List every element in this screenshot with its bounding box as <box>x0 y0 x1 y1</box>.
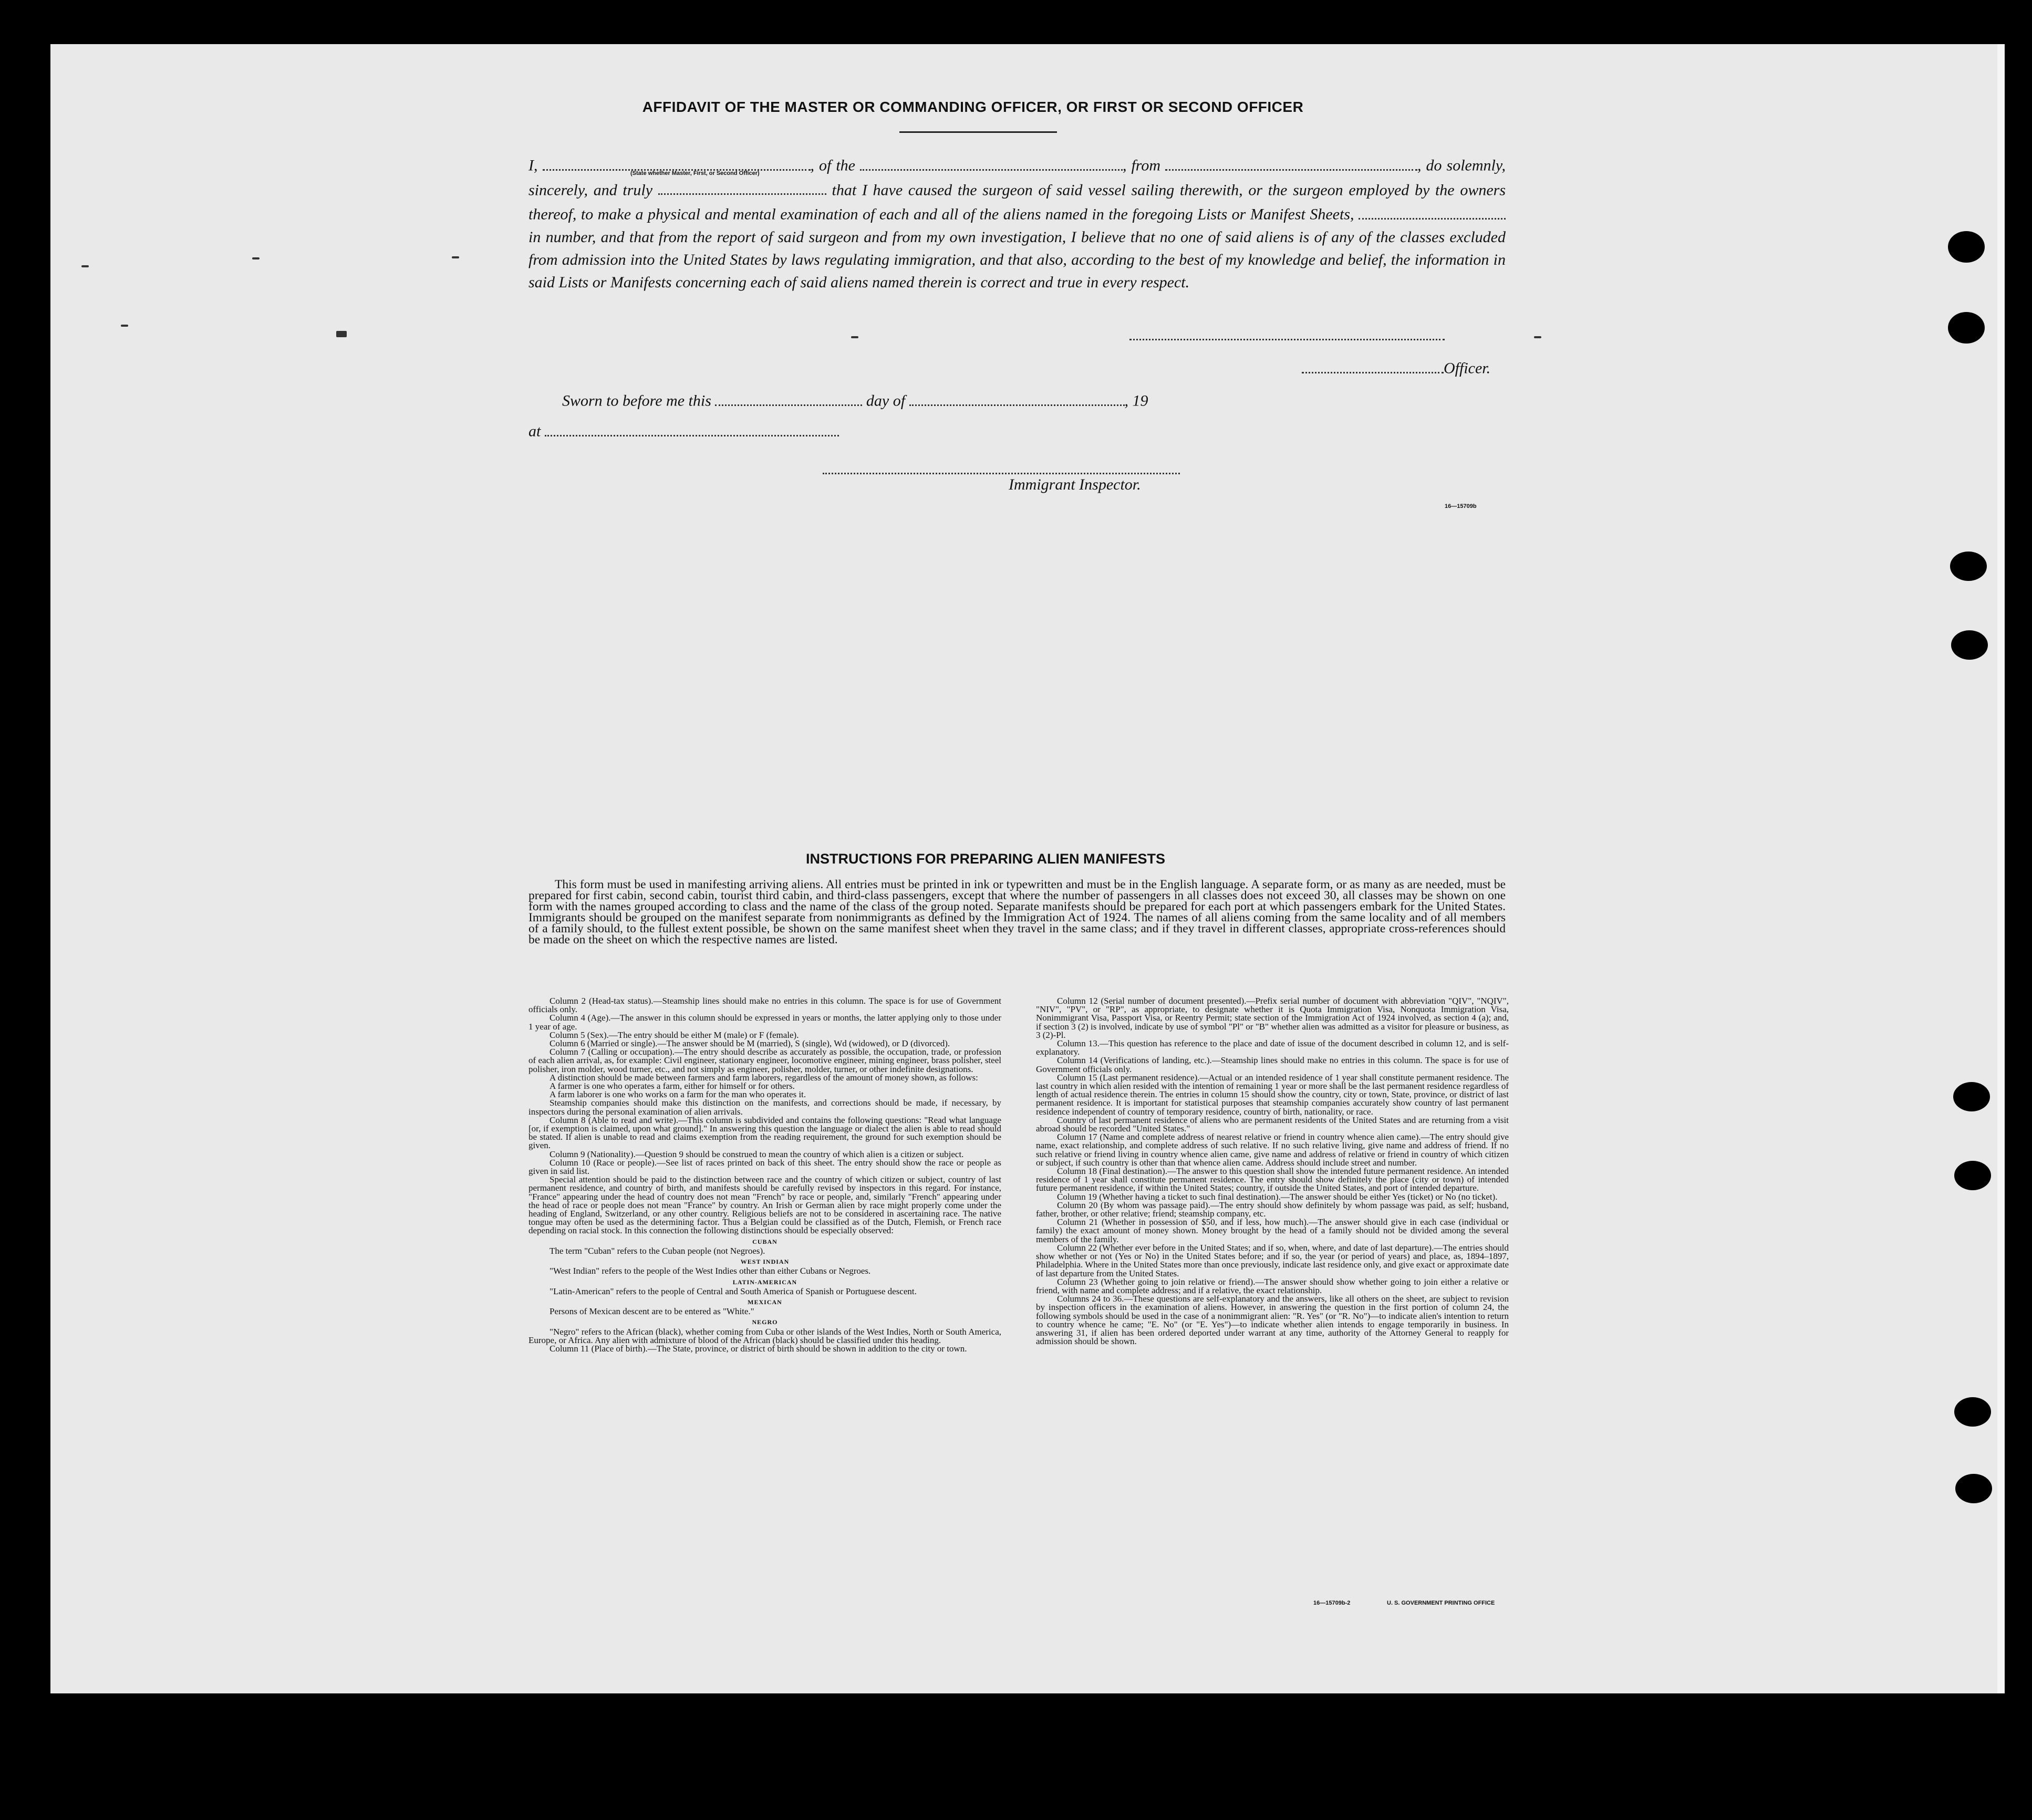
text-column-11: Column 11 (Place of birth).—The State, province, or district of birth should be shown in addition to the city or town. <box>550 1343 967 1354</box>
affidavit-title: AFFIDAVIT OF THE MASTER OR COMMANDING OFFICER, OR FIRST OR SECOND OFFICER <box>642 99 1304 115</box>
instruction-paragraph: Column 6 (Married or single).—The answer should be M (married), S (single), Wd (widowed), or D (divorced). <box>550 1038 950 1049</box>
at-row <box>528 418 839 441</box>
instruction-paragraph: Column 4 (Age).—The answer in this column should be expressed in years or months, the latter applying only to those under 1 year of age. <box>528 1013 1001 1032</box>
inspector-signature-line[interactable] <box>823 473 1180 474</box>
heading-mexican: MEXICAN <box>748 1298 782 1306</box>
alien-count-field[interactable] <box>1359 201 1506 220</box>
instruction-paragraph: A farm laborer is one who works on a farm for the man who operates it. <box>550 1089 806 1100</box>
punch-hole-6 <box>1954 1161 1991 1190</box>
officer-signature-row <box>1302 355 1490 378</box>
instruction-paragraph: Column 19 (Whether having a ticket to such final destination).—The answer should be either Yes (ticket) or No (no ticket). <box>1057 1191 1498 1202</box>
instructions-intro <box>528 879 1506 945</box>
instruction-paragraph: Column 9 (Nationality).—Question 9 should be construed to mean the country of which alien is a citizen or subject. <box>550 1149 964 1159</box>
heading-cuban: CUBAN <box>752 1237 777 1245</box>
heading-west-indian: WEST INDIAN <box>740 1258 790 1266</box>
statement-body-2: that I have caused the surgeon of said vessel sailing therewith, or the surgeon employed by the owners thereof, to make a physical and mental examination of each and all of the aliens named in the foregoing Lists or Manifest Sheets, <box>528 181 1506 223</box>
instructions-left-column <box>528 997 1001 1353</box>
punch-hole-2 <box>1948 312 1985 344</box>
instruction-paragraph: A farmer is one who operates a farm, either for himself or for others. <box>550 1081 795 1091</box>
officer-signature-line[interactable] <box>1129 339 1445 340</box>
bleed-mark <box>121 325 128 327</box>
instruction-paragraph: Column 7 (Calling or occupation).—The entry should describe as accurately as possible, the occupation, trade, or profession of each alien arrival, as, for example: Civil engineer, stationary engineer, locomotive engineer, mining engineer, brass polisher, steel polisher, iron molder, wood turner, etc., and not simply as engineer, polisher, molder, turner, or other indefinite designations. <box>528 1047 1001 1074</box>
instruction-paragraph: Column 15 (Last permanent residence).—Actual or an intended residence of 1 year shall constitute permanent residence. The last country in which alien resided with the intention of remaining 1 year or more shall be the last permanent residence regardless of length of actual residence therein. The entries in column 15 should show the country, city or town, State, province, or district of last permanent residence. It is important for statistical purposes that steamship companies accurately show country of last permanent residence independent of country of temporary residence, country of birth, nationality, or race. <box>1036 1072 1509 1117</box>
punch-hole-5 <box>1953 1082 1990 1111</box>
i-label: I, <box>528 157 538 174</box>
rank-note: (State whether Master, First, or Second Officer) <box>630 170 760 176</box>
do-label: , do <box>1417 157 1442 174</box>
instruction-paragraph: Column 14 (Verifications of landing, etc.).—Steamship lines should make no entries in this column. The space is for use of Government officials only. <box>1036 1055 1509 1074</box>
text-mexican: Persons of Mexican descent are to be entered as "White." <box>550 1306 754 1317</box>
vessel-name-field[interactable] <box>860 152 1123 171</box>
instruction-paragraph: Column 22 (Whether ever before in the United States; and if so, when, where, and date of last departure).—The entries should show whether or not (Yes or No) in the United States before; and if so, the year (or period of years) and place, as, 1894–1897, Philadelphia. Where in the United States more than once previously, indicate last residence only, and give exact or approximate date of last departure from the United States. <box>1036 1242 1509 1278</box>
instruction-paragraph: Column 17 (Name and complete address of nearest relative or friend in country whence alien came).—The entry should give name, exact relationship, and complete address of such relative. If no such relative living, give name and address of friend. If no such relative or friend living in country whence alien came, give name and address of relative or friend in country of which citizen or subject, if such country is other than that whence alien came. Address should include street and number. <box>1036 1132 1509 1168</box>
instruction-paragraph: Column 13.—This question has reference to the place and date of issue of the document described in column 12, and is self-explanatory. <box>1036 1038 1509 1057</box>
punch-hole-8 <box>1955 1474 1992 1503</box>
statement-body-1: solemnly, sincerely, and truly <box>528 157 1506 199</box>
day-of-label: day of <box>866 392 906 410</box>
statement-body-3: in number, and that from the report of said surgeon and from my own investigation, I believe that no one of said aliens is of any of the classes excluded from admission into the United States by laws regulating immigration, and that also, according to the best of my knowledge and belief, the information in said Lists or Manifests concerning each of said aliens named therein is correct and true in every respect. <box>528 228 1506 291</box>
instruction-paragraph: Column 23 (Whether going to join relative or friend).—The answer should show whether going to join either a relative or friend, with name and complete address; and if a relative, the exact relationship. <box>1036 1276 1509 1295</box>
port-from-field[interactable] <box>1165 152 1417 171</box>
instruction-paragraph: Steamship companies should make this distinction on the manifests, and corrections should be made, if necessary, by inspectors during the personal examination of alien arrivals. <box>528 1098 1001 1117</box>
text-negro: "Negro" refers to the African (black), whether coming from Cuba or other islands of the West Indies, North or South America, Europe, or Africa. Any alien with admixture of blood of the African (black) should be classified under this heading. <box>528 1326 1001 1345</box>
heading-latin-american: LATIN-AMERICAN <box>732 1278 797 1286</box>
officer-label: Officer. <box>1444 359 1491 377</box>
instruction-paragraph: Country of last permanent residence of aliens who are permanent residents of the United States and are returning from a visit abroad should be recorded "United States." <box>1036 1115 1509 1134</box>
text-west-indian: "West Indian" refers to the people of the West Indies other than either Cubans or Negroes. <box>550 1266 871 1276</box>
instruction-paragraph: Column 18 (Final destination).—The answer to this question shall show the intended future permanent residence. An intended residence of 1 year shall constitute permanent residence. The entry should show definitely the place (city or town) of intended future permanent residence, if within the United States; country, if outside the United States, and port of intended departure. <box>1036 1166 1509 1193</box>
bleed-mark <box>252 257 260 259</box>
instruction-paragraph: Special attention should be paid to the distinction between race and the country of which citizen or subject, country of last permanent residence, and country of birth, and manifests should be carefully revised by inspectors in this regard. For instance, "France" appearing under the head of country does not mean "French" by race or people, and, similarly "French" appearing under the head of race or people does not mean "France" by country. An Irish or German alien by race might properly come under the heading of England, Switzerland, or any other country. Religious beliefs are not to be considered in ascertaining race. The native tongue may often be used as the determining factor. Thus a Belgian could be classified as of the Dutch, Flemish, or French race depending on racial stock. In this connection the following distinctions should be especially observed: <box>528 1174 1001 1236</box>
sworn-place-field[interactable] <box>545 418 839 436</box>
officer-signature-field[interactable] <box>1302 355 1444 373</box>
sworn-row <box>562 388 1148 410</box>
punch-hole-1 <box>1948 231 1985 263</box>
punch-hole-3 <box>1950 552 1987 581</box>
instruction-paragraph: Column 21 (Whether in possession of $50, and if less, how much).—The answer should give in each case (individual or family) the exact amount of money shown. Money brought by the head of a family should not be divided among the several members of the family. <box>1036 1217 1509 1244</box>
year-label: , 19 <box>1124 392 1148 410</box>
oath-field[interactable] <box>658 177 826 195</box>
printer-imprint: U. S. GOVERNMENT PRINTING OFFICE <box>1387 1600 1495 1606</box>
at-label: at <box>528 422 541 440</box>
instruction-paragraph: Column 20 (By whom was passage paid).—The entry should show definitely by whom passage was paid, as self; husband, father, brother, or other relative; friend; steamship company, etc. <box>1036 1200 1509 1219</box>
bleed-mark <box>452 256 459 258</box>
instruction-paragraph: Columns 24 to 36.—These questions are self-explanatory and the answers, like all others on the sheet, are subject to revision by inspection officers in the examination of aliens. However, in answering the question in the first portion of column 24, the following symbols should be used in the case of a nonimmigrant alien: "R. Yes" (or "R. No")—to indicate alien's intention to return to country whence he came; "E. No" (or "E. Yes")—to indicate whether alien intends to engage temporarily in business. In answering 31, if alien has been ordered deported under warrant at any time, authority of the Attorney General to reapply for admission should be shown. <box>1036 1294 1509 1347</box>
instruction-paragraph: Column 2 (Head-tax status).—Steamship lines should make no entries in this column. The space is for use of Government officials only. <box>528 996 1001 1015</box>
inspector-label: Immigrant Inspector. <box>1009 476 1141 493</box>
bleed-mark <box>851 336 858 338</box>
instructions-title: INSTRUCTIONS FOR PREPARING ALIEN MANIFESTS <box>805 851 1166 867</box>
instruction-paragraph: Column 12 (Serial number of document presented).—Prefix serial number of document with abbreviation "QIV", "NQIV", "NIV", "PV", or "RP", as appropriate, to designate whether it is Quota Immigration Visa, Nonquota Immigration Visa, Nonimmigrant Visa, Passport Visa, or Reentry Permit; state section of the Immigration Act of 1924 involved, as section 4 (a); and, if section 3 (2) is involved, indicate by use of symbol "Pl" or "B" whether alien was admitted as a visitor for pleasure or business, as 3 (2)-Pl. <box>1036 996 1509 1040</box>
officer-rank-field[interactable] <box>543 152 811 171</box>
sworn-month-field[interactable] <box>909 388 1125 406</box>
of-the-label: , of the <box>810 157 855 174</box>
text-latin-american: "Latin-American" refers to the people of Central and South America of Spanish or Portuguese descent. <box>550 1286 917 1296</box>
from-label: , from <box>1122 157 1161 174</box>
bleed-mark <box>1534 336 1541 338</box>
title-rule <box>899 131 1057 133</box>
punch-hole-7 <box>1954 1397 1991 1427</box>
sworn-label: Sworn to before me this <box>562 392 711 410</box>
instructions-right-column <box>1036 997 1509 1346</box>
instructions-form-code: 16—15709b-2 <box>1313 1600 1351 1606</box>
affidavit-form-code: 16—15709b <box>1445 503 1477 509</box>
punch-hole-4 <box>1951 630 1988 660</box>
instruction-paragraph: Column 5 (Sex).—The entry should be either M (male) or F (female). <box>550 1029 799 1040</box>
text-cuban: The term "Cuban" refers to the Cuban people (not Negroes). <box>550 1245 765 1256</box>
sworn-day-field[interactable] <box>715 388 862 406</box>
intro-text: This form must be used in manifesting arriving aliens. All entries must be printed in ink or typewritten and must be in the English language. A separate form, or as many as are needed, must be prepared for first cabin, second cabin, tourist third cabin, and third-class passengers, except that where the number of passengers in all classes does not exceed 30, all classes may be shown on one form with the names grouped according to class and the name of the class of the group noted. Separate manifests should be prepared for each port at which passengers embark for the United States. Immigrants should be grouped on the manifest separate from nonimmigrants as defined by the Immigration Act of 1924. The names of all aliens coming from the same locality and of all members of a family should, to the fullest extent possible, be shown on the same manifest sheet when they travel in the same class; and if they travel in different classes, appropriate cross-references should be made on the sheet on which the respective names are listed. <box>528 878 1506 947</box>
bleed-mark <box>81 265 89 267</box>
instruction-paragraph: A distinction should be made between farmers and farm laborers, regardless of the amount of money shown, as follows: <box>550 1072 978 1083</box>
heading-negro: NEGRO <box>752 1318 778 1326</box>
instruction-paragraph: Column 8 (Able to read and write).—This column is subdivided and contains the following questions: "Read what language [or, if exemption is claimed, upon what ground]." In answering this question the language or dialect the alien is able to read should be stated. If alien is unable to read and claims exemption from the reading requirement, the ground for such exemption should be given. <box>528 1115 1001 1151</box>
instruction-paragraph: Column 10 (Race or people).—See list of races printed on back of this sheet. The entry should show the race or people as given in said list. <box>528 1157 1001 1177</box>
bleed-mark <box>336 331 347 337</box>
